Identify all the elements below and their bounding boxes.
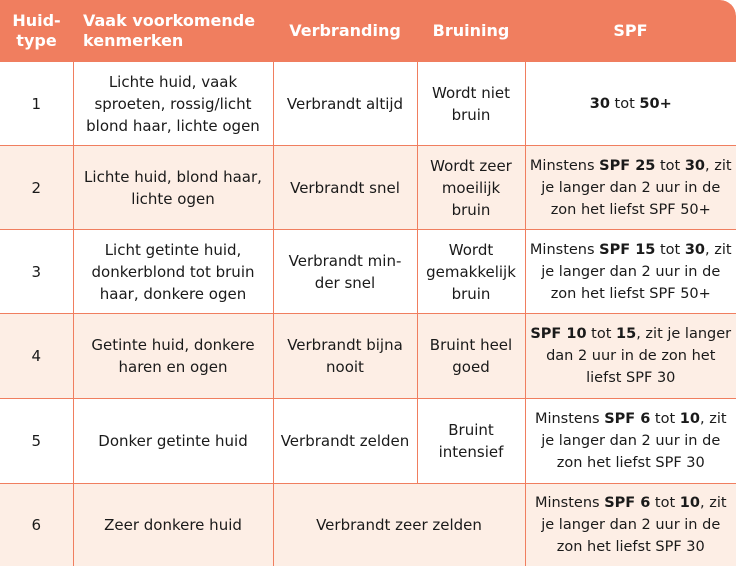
- cell-type: 3: [0, 230, 73, 314]
- cell-type: 6: [0, 484, 73, 566]
- cell-bruining: Wordt niet bruin: [417, 62, 525, 146]
- cell-type: 5: [0, 399, 73, 484]
- spf-bold-2: 15: [616, 326, 637, 342]
- spf-bold-1: SPF 15: [599, 241, 656, 258]
- table-row: [0, 314, 736, 399]
- spf-post: , zit je langer dan 2 uur in de zon het liefst SPF 50+: [541, 157, 732, 218]
- header-bruining: Bruining: [417, 0, 525, 62]
- spf-pre: Minstens: [534, 411, 605, 427]
- cell-type: 1: [0, 62, 73, 146]
- cell-spf: [525, 146, 736, 230]
- cell-type: 2: [0, 146, 73, 230]
- header-huidtype: [0, 0, 73, 62]
- cell-verbranding: Verbrandt altijd: [273, 62, 417, 146]
- cell-spf: [525, 230, 736, 314]
- table-row: [0, 62, 736, 146]
- spf-post: , zit je langer dan 2 uur in de zon het liefst SPF 30: [546, 326, 732, 386]
- header-verbranding: Verbranding: [273, 0, 417, 62]
- cell-bruining: Wordt gemakkelijk bruin: [417, 230, 525, 314]
- cell-spf: [525, 399, 736, 484]
- header-row: [0, 0, 736, 62]
- spf-bold-1: SPF 6: [604, 411, 651, 427]
- cell-spf: [525, 62, 736, 146]
- cell-spf: [525, 314, 736, 399]
- spf-mid: tot: [650, 411, 680, 427]
- spf-bold-1: SPF 25: [599, 157, 656, 174]
- spf-mid: tot: [650, 495, 680, 511]
- spf-post: , zit je langer dan 2 uur in de zon het liefst SPF 30: [541, 411, 727, 471]
- table-row: [0, 399, 736, 484]
- cell-kenmerken: Getinte huid, donkere haren en ogen: [73, 314, 273, 399]
- spf-post: , zit je langer dan 2 uur in de zon het liefst SPF 50+: [541, 241, 732, 302]
- spf-bold-1: SPF 10: [530, 326, 587, 342]
- spf-bold-1: 30: [589, 95, 610, 112]
- cell-kenmerken: Zeer donkere huid: [73, 484, 273, 566]
- header-kenmerken: Vaak voorkomende kenmerken: [73, 0, 273, 62]
- spf-bold-1: SPF 6: [604, 495, 651, 511]
- cell-verbranding: Verbrandt bijna nooit: [273, 314, 417, 399]
- spf-pre: Minstens: [529, 241, 600, 258]
- spf-post: , zit je langer dan 2 uur in de zon het liefst SPF 30: [541, 495, 727, 555]
- spf-mid: tot: [655, 157, 685, 174]
- cell-bruining: Bruint intensief: [417, 399, 525, 484]
- spf-mid: tot: [609, 95, 640, 112]
- cell-kenmerken: Donker getinte huid: [73, 399, 273, 484]
- cell-spf: [525, 484, 736, 566]
- cell-verbranding-bruining: Verbrandt zeer zelden: [273, 484, 525, 566]
- spf-bold-2: 30: [684, 241, 706, 258]
- table-row: [0, 484, 736, 566]
- cell-kenmerken: Lichte huid, vaak sproeten, rossig/licht blond haar, lichte ogen: [73, 62, 273, 146]
- spf-pre: Minstens: [534, 495, 605, 511]
- cell-kenmerken: Lichte huid, blond haar, lichte ogen: [73, 146, 273, 230]
- spf-mid: tot: [655, 241, 685, 258]
- spf-bold-2: 30: [684, 157, 706, 174]
- header-spf: SPF: [525, 0, 736, 62]
- cell-bruining: Wordt zeer moeilijk bruin: [417, 146, 525, 230]
- cell-bruining: Bruint heel goed: [417, 314, 525, 399]
- table-row: [0, 230, 736, 314]
- cell-kenmerken: Licht getinte huid, donkerblond tot bruin haar, donkere ogen: [73, 230, 273, 314]
- table-header: [0, 0, 736, 62]
- spf-pre: Minstens: [529, 157, 600, 174]
- header-huidtype-text: Huid- type: [12, 11, 61, 50]
- cell-verbranding: Verbrandt zelden: [273, 399, 417, 484]
- cell-type: 4: [0, 314, 73, 399]
- cell-verbranding: Verbrandt min-der snel: [273, 230, 417, 314]
- table-row: [0, 146, 736, 230]
- table-body: [0, 62, 736, 566]
- spf-bold-2: 10: [679, 411, 700, 427]
- spf-mid: tot: [586, 326, 617, 342]
- spf-bold-2: 50+: [639, 95, 672, 112]
- spf-bold-2: 10: [679, 495, 700, 511]
- cell-verbranding: Verbrandt snel: [273, 146, 417, 230]
